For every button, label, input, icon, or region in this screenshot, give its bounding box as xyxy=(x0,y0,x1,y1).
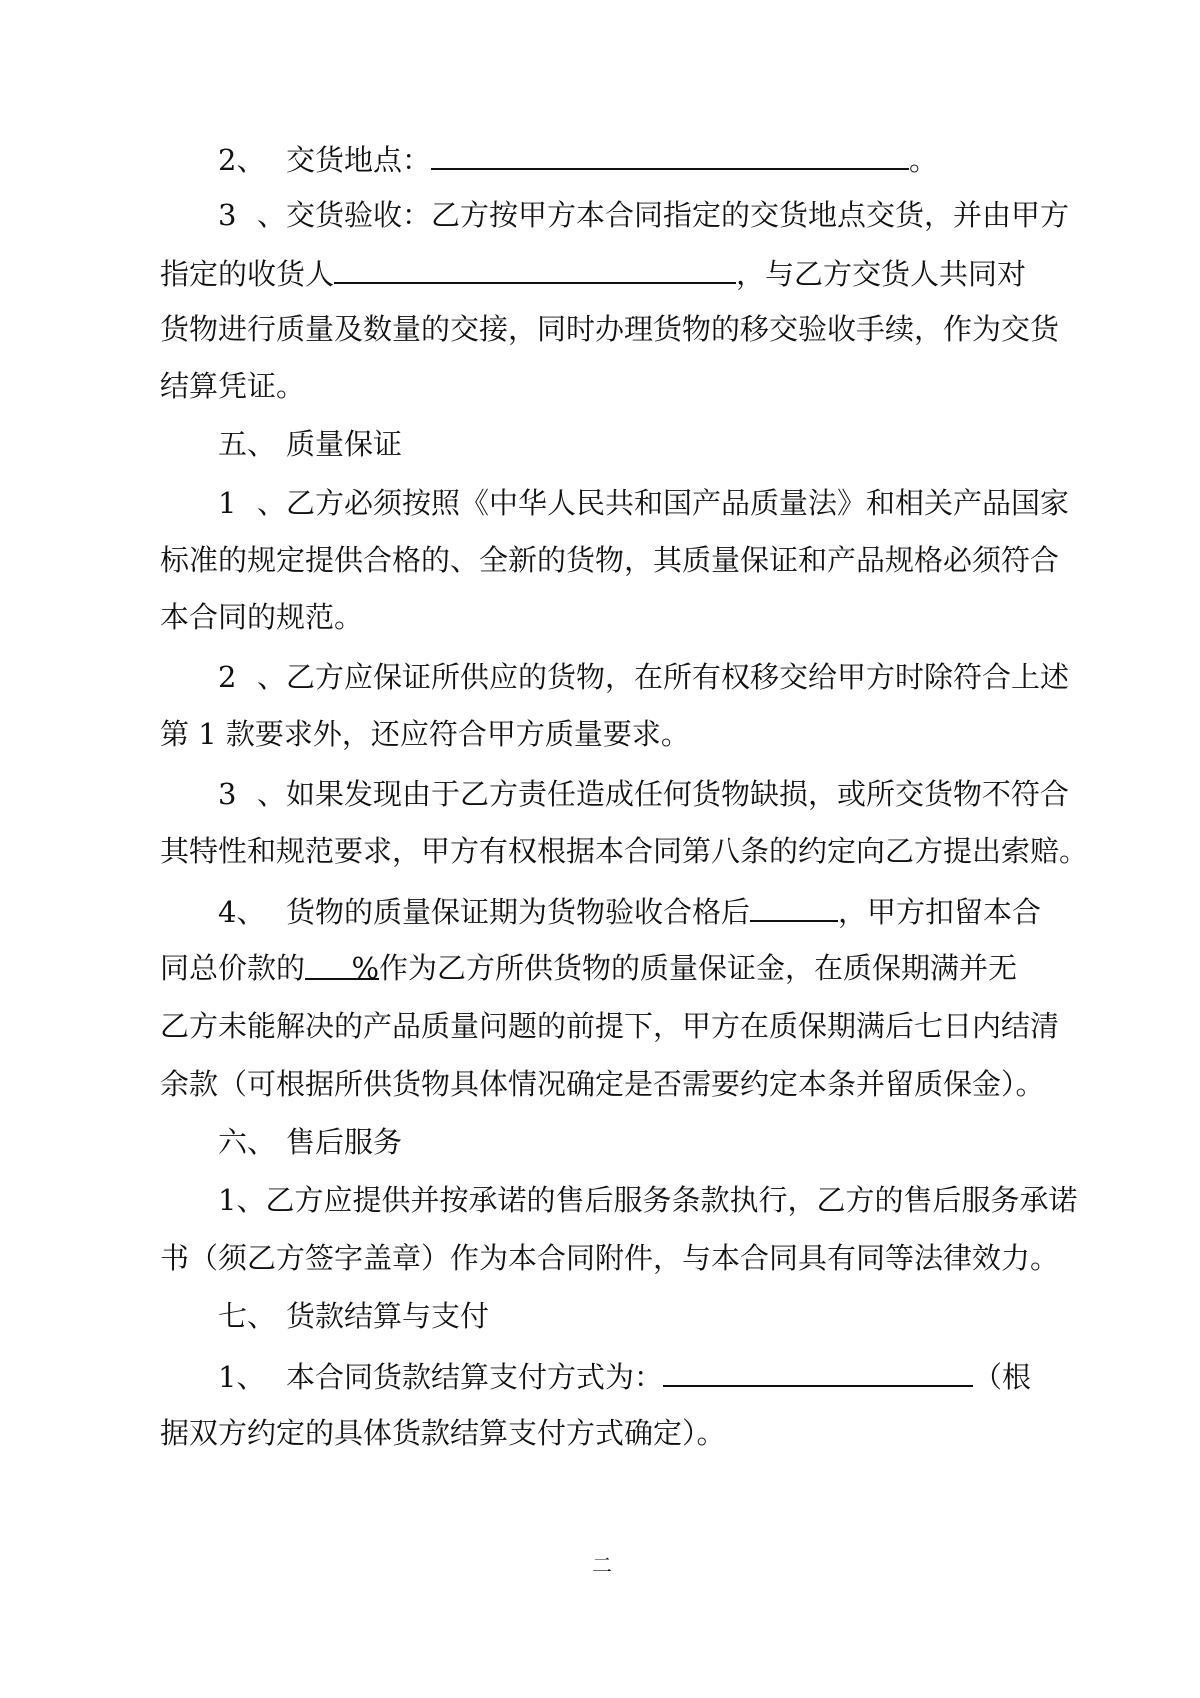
clause-text: 余款（可根据所供货物具体情况确定是否需要约定本条并留质保金）。 xyxy=(160,1067,1045,1101)
payment-method-text: （根 xyxy=(973,1360,1032,1394)
retention-line xyxy=(160,944,1044,992)
clause-line xyxy=(160,1234,1060,1282)
retention-label: 同总价款的 xyxy=(160,951,306,985)
item-number: 2、 xyxy=(218,660,286,694)
payment-method-label: 本合同货款结算支付方式为： xyxy=(286,1360,664,1394)
section-number: 七、 xyxy=(218,1299,277,1333)
clause-line xyxy=(160,191,1070,239)
receiver-blank xyxy=(334,248,736,284)
clause-text: 书（须乙方签字盖章）作为本合同附件，与本合同具有同等法律效力。 xyxy=(160,1241,1060,1275)
percent-sign: % xyxy=(351,951,380,985)
clause-line xyxy=(160,593,1044,641)
warranty-period-blank xyxy=(750,886,838,922)
clause-text: 1、乙方应提供并按承诺的售后服务条款执行，乙方的售后服务承诺 xyxy=(218,1183,1078,1217)
clause-text: 本合同的规范。 xyxy=(160,600,364,634)
warranty-period-label: 货物的质量保证期为货物验收合格后 xyxy=(286,895,751,929)
clause-line xyxy=(160,1002,1060,1050)
retention-percent-blank xyxy=(305,944,380,985)
clause-line xyxy=(160,653,1070,701)
section-title: 售后服务 xyxy=(286,1125,403,1159)
item-number: 4、 xyxy=(218,895,266,929)
warranty-period-text: ，甲方扣留本合 xyxy=(838,895,1042,929)
section-heading xyxy=(160,1292,1044,1340)
clause-line xyxy=(160,1060,1044,1108)
item-number: 3、 xyxy=(218,777,286,811)
section-title: 货款结算与支付 xyxy=(286,1299,490,1333)
receiver-line xyxy=(160,248,1044,296)
clause-text: 交货验收：乙方按甲方本合同指定的交货地点交货，并由甲方 xyxy=(286,198,1070,232)
warranty-period-line xyxy=(160,886,1044,934)
delivery-location-label: 交货地点： xyxy=(286,143,432,177)
item-number: 2、 xyxy=(218,143,266,177)
clause-line xyxy=(160,770,1070,818)
clause-line xyxy=(160,536,1060,584)
item-number: 1、 xyxy=(218,1360,266,1394)
clause-text: 标准的规定提供合格的、全新的货物，其质量保证和产品规格必须符合 xyxy=(160,543,1060,577)
section-number: 五、 xyxy=(218,427,277,461)
section-number: 六、 xyxy=(218,1125,277,1159)
clause-line xyxy=(160,710,1044,758)
clause-text: 乙方未能解决的产品质量问题的前提下，甲方在质保期满后七日内结清 xyxy=(160,1009,1060,1043)
clause-text: 如果发现由于乙方责任造成任何货物缺损，或所交货物不符合 xyxy=(286,777,1070,811)
item-number: 3、 xyxy=(218,198,286,232)
section-title: 质量保证 xyxy=(286,427,403,461)
clause-line xyxy=(160,362,1044,410)
retention-text: 作为乙方所供货物的质量保证金，在质保期满并无 xyxy=(379,951,1018,985)
clause-line xyxy=(160,827,1089,875)
section-heading xyxy=(160,420,1044,468)
section-heading xyxy=(160,1118,1044,1166)
receiver-label: 指定的收货人 xyxy=(160,257,335,291)
clause-text: 其特性和规范要求，甲方有权根据本合同第八条的约定向乙方提出索赔。 xyxy=(160,834,1089,868)
clause-text: 第 1 款要求外，还应符合甲方质量要求。 xyxy=(160,717,690,751)
clause-text: 乙方应保证所供应的货物，在所有权移交给甲方时除符合上述 xyxy=(286,660,1070,694)
line-end: 。 xyxy=(909,143,939,177)
clause-line xyxy=(160,479,1070,527)
clause-text: 据双方约定的具体货款结算支付方式确定）。 xyxy=(160,1416,726,1450)
item-number: 1、 xyxy=(218,486,286,520)
page-number: 二 xyxy=(592,1553,612,1577)
clause-text: 货物进行质量及数量的交接，同时办理货物的移交验收手续，作为交货 xyxy=(160,312,1060,346)
clause-text: 结算凭证。 xyxy=(160,369,306,403)
payment-method-blank xyxy=(663,1351,973,1387)
clause-line xyxy=(160,305,1060,353)
clause-text: 乙方必须按照《中华人民共和国产品质量法》和相关产品国家 xyxy=(286,486,1070,520)
contract-page xyxy=(160,0,1089,1698)
clause-line xyxy=(160,1176,1078,1224)
delivery-location-blank xyxy=(431,134,909,170)
payment-method-line xyxy=(160,1351,1044,1399)
clause-line xyxy=(160,1409,1044,1457)
receiver-text: ，与乙方交货人共同对 xyxy=(736,257,1027,291)
delivery-location-line xyxy=(160,134,1044,182)
